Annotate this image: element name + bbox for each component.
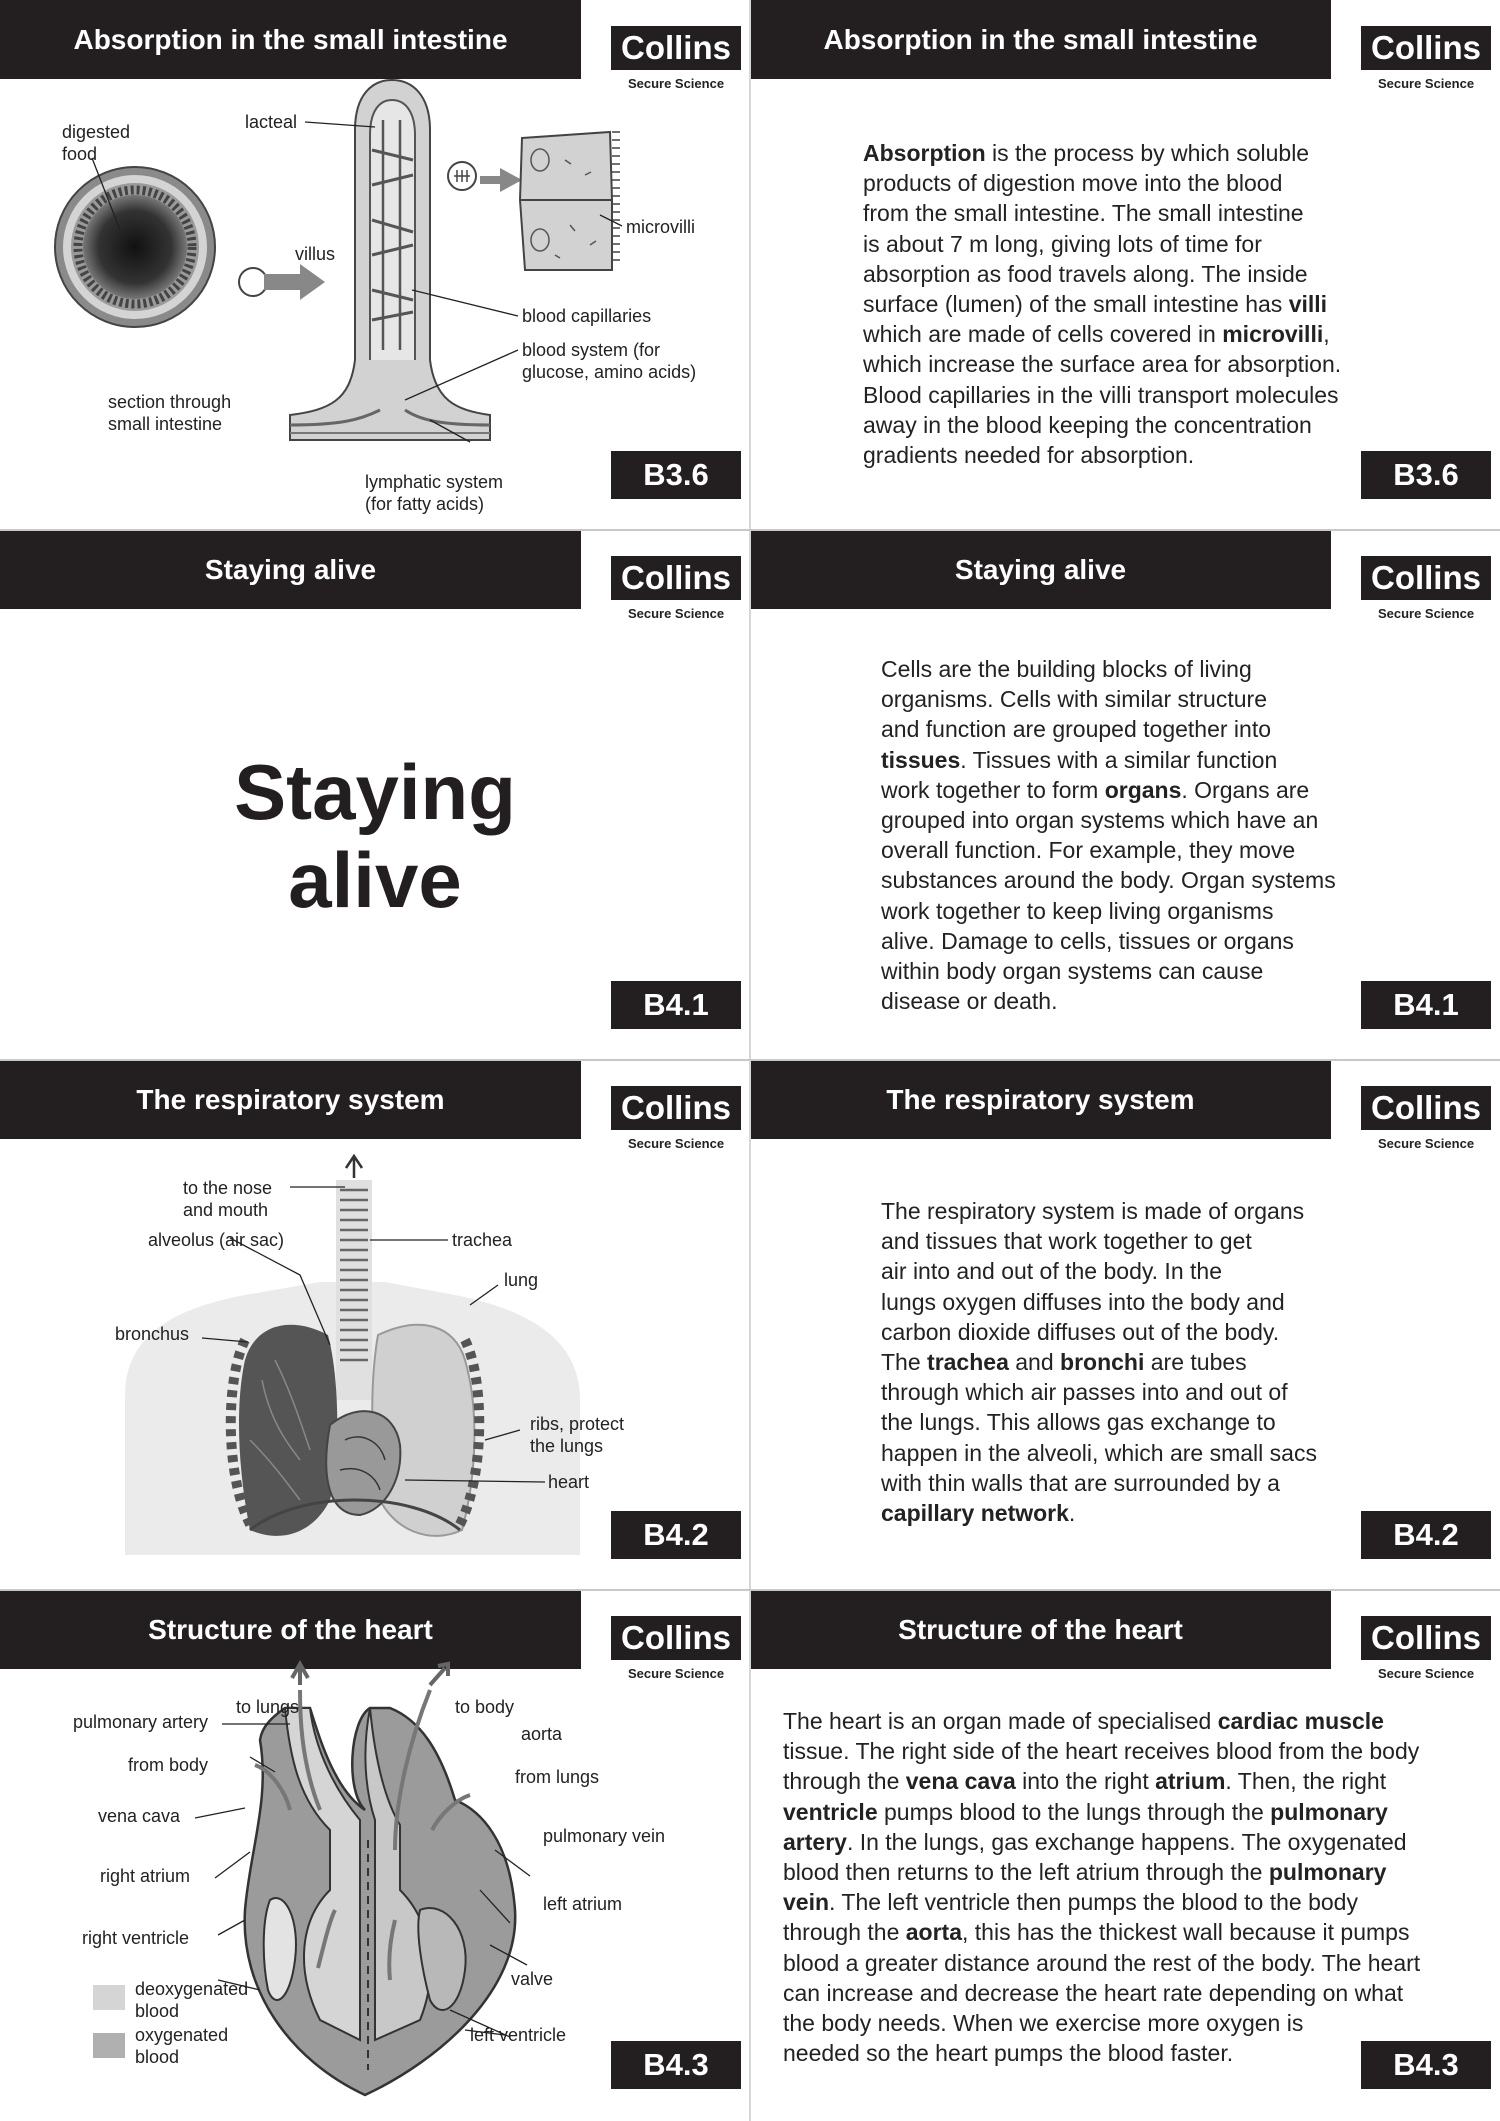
card-body-text: The heart is an organ made of specialised cardiac muscle tissue. The right side of the heart receives blood from the body through the vena cava into the right atrium. Then, the right ventricle pumps blood to the lungs through the pulmonary artery. In the lungs, gas exchange happens. The oxygenated blood then returns to the left atrium through the pulmonary vein. The left ventricle then pumps the blood to the body through the aorta, this has the thickest wall because it pumps blood a greater distance around the rest of the body. The heart can increase and decrease the heart rate depending on what the body needs. When we exercise more oxygen is needed so the heart pumps the blood faster. (783, 1708, 1421, 2067)
label-section: section through small intestine (108, 392, 232, 434)
card-divider-2 (0, 1059, 1500, 1061)
label-right-ventricle: right ventricle (82, 1928, 190, 1948)
label-vena-cava: vena cava (98, 1806, 181, 1826)
collins-logo-sub: Secure Science (1377, 606, 1475, 621)
card-heart-diagram (0, 1590, 750, 2120)
label-microvilli: microvilli (626, 217, 695, 237)
collins-logo: Collins (611, 1616, 741, 1660)
villus-arrow (264, 264, 325, 300)
card-code: B3.6 (1361, 451, 1491, 499)
collins-logo: Collins (1361, 1616, 1491, 1660)
card-heart-text (750, 1590, 1500, 2120)
collins-logo-sub: Secure Science (627, 1666, 725, 1681)
label-nose: to the nose and mouth (183, 1178, 273, 1220)
card-title: The respiratory system (0, 1060, 581, 1139)
collins-logo: Collins (1361, 556, 1491, 600)
card-respiratory-text (750, 1060, 1500, 1590)
label-blood-capillaries: blood capillaries (522, 306, 652, 326)
card-title: The respiratory system (750, 1060, 1331, 1139)
card-divider-1 (0, 529, 1500, 531)
card-code: B4.1 (1361, 981, 1491, 1029)
collins-logo-sub: Secure Science (1377, 1136, 1475, 1151)
label-left-atrium: left atrium (543, 1894, 623, 1914)
intestine-section (55, 167, 267, 327)
legend-deoxygenated: deoxygenated blood (135, 1979, 249, 2021)
card-staying-alive-title (0, 530, 750, 1060)
card-code: B4.3 (611, 2041, 741, 2089)
label-to-lungs: to lungs (236, 1697, 300, 1717)
card-respiratory-diagram (0, 1060, 750, 1590)
collins-logo-sub: Secure Science (627, 606, 725, 621)
label-villus: villus (295, 244, 336, 264)
label-lung: lung (504, 1270, 539, 1290)
label-pulmonary-artery: pulmonary artery (73, 1712, 209, 1732)
label-ribs: ribs, protect the lungs (530, 1414, 625, 1456)
card-absorption-diagram (0, 0, 750, 530)
label-to-body: to body (455, 1697, 515, 1717)
label-left-ventricle: left ventricle (470, 2025, 567, 2045)
card-title: Staying alive (750, 530, 1331, 609)
card-title: Structure of the heart (750, 1590, 1331, 1669)
label-digested-food: digested food (62, 122, 131, 164)
label-right-atrium: right atrium (100, 1866, 191, 1886)
card-title: Structure of the heart (0, 1590, 581, 1669)
label-lymphatic: lymphatic system (for fatty acids) (365, 472, 504, 514)
cells-drawing (520, 132, 620, 270)
label-valve: valve (511, 1969, 554, 1989)
legend-oxygenated: oxygenated blood (135, 2025, 229, 2067)
label-pulmonary-vein: pulmonary vein (543, 1826, 666, 1846)
label-lacteal: lacteal (245, 112, 298, 132)
collins-logo: Collins (1361, 26, 1491, 70)
card-code: B3.6 (611, 451, 741, 499)
card-code: B4.2 (1361, 1511, 1491, 1559)
label-from-lungs: from lungs (515, 1767, 600, 1787)
card-body-text: The respiratory system is made of organs and tissues that work together to get air into and out of the body. In the lungs oxygen diffuses into the body and carbon dioxide diffuses out of the body. The trachea and bronchi are tubes through which air passes into and out of the lungs. This allows gas exchange to happen in the alveoli, which are small sacs with thin walls that are surrounded by a capillary network. (881, 1198, 1317, 1527)
card-code: B4.3 (1361, 2041, 1491, 2089)
collins-logo: Collins (611, 26, 741, 70)
card-staying-alive-text (750, 530, 1500, 1060)
card-divider-3 (0, 1589, 1500, 1591)
card-title: Staying alive (0, 530, 581, 609)
collins-logo: Collins (611, 1086, 741, 1130)
label-aorta: aorta (521, 1724, 563, 1744)
card-title: Absorption in the small intestine (750, 0, 1331, 79)
legend-swatch-deoxygenated (93, 1985, 125, 2010)
collins-logo: Collins (611, 556, 741, 600)
label-heart: heart (548, 1472, 590, 1492)
card-absorption-text (750, 0, 1500, 530)
card-title: Absorption in the small intestine (0, 0, 581, 79)
label-trachea: trachea (452, 1230, 513, 1250)
collins-logo: Collins (1361, 1086, 1491, 1130)
label-blood-system: blood system (for glucose, amino acids) (522, 340, 697, 382)
card-body-text: Absorption is the process by which soluble products of digestion move into the blood from the small intestine. The small intestine is about 7 m long, giving lots of time for absorption as food travels along. The inside surface (lumen) of the small intestine has villi which are made of cells covered in microvilli, which increase the surface area for absorption. Blood capillaries in the villi transport molecules away in the blood keeping the concentration gradients needed for absorption. (863, 140, 1342, 469)
legend-swatch-oxygenated (93, 2033, 125, 2058)
collins-logo-sub: Secure Science (627, 76, 725, 91)
collins-logo-sub: Secure Science (627, 1136, 725, 1151)
big-title: Staying alive (234, 748, 516, 924)
label-bronchus: bronchus (115, 1324, 190, 1344)
card-body-text: Cells are the building blocks of living organisms. Cells with similar structure and function are grouped together into tissues. Tissues with a similar function work together to form organs. Organs are grouped into organ systems which have an overall function. For example, they move substances around the body. Organ systems work together to keep living organisms alive. Damage to cells, tissues or organs within body organ systems can cause disease or death. (881, 656, 1336, 1015)
card-code: B4.1 (611, 981, 741, 1029)
collins-logo-sub: Secure Science (1377, 1666, 1475, 1681)
label-alveolus: alveolus (air sac) (148, 1230, 285, 1250)
card-code: B4.2 (611, 1511, 741, 1559)
label-from-body: from body (128, 1755, 209, 1775)
collins-logo-sub: Secure Science (1377, 76, 1475, 91)
